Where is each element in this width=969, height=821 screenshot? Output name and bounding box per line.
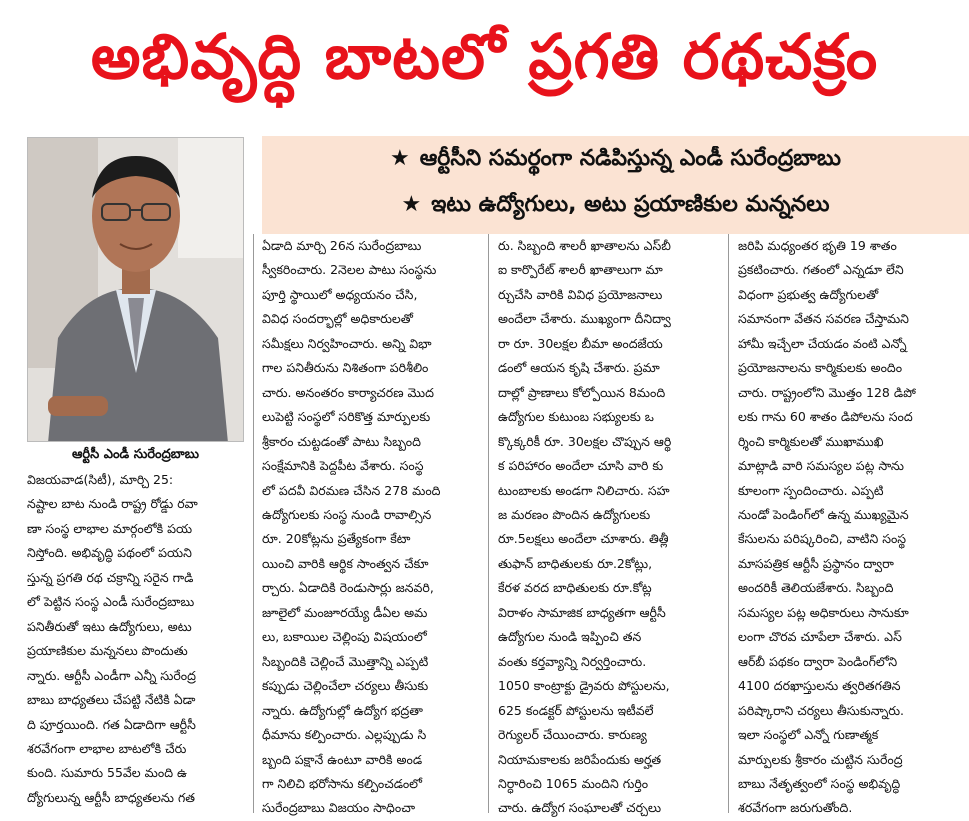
article-line: న్నారు. ఆర్టీసీ ఎండీగా ఎన్నీ సురేంద్ర bbox=[27, 667, 196, 683]
article-line: లకు గాను 60 శాతం డిపోలను సంద bbox=[738, 409, 913, 425]
article-line: బ్బంది పక్షానే ఉంటూ వారికి అండ bbox=[262, 751, 423, 767]
article-line: ణా సంస్థ లాభాల మార్గంలోకి పయ bbox=[27, 520, 193, 536]
article-line: ధీమాను కల్పించారు. ఎల్లప్పుడు సి bbox=[262, 727, 427, 743]
article-line: స్తున్న ప్రగతి రథ చక్రాన్ని సరైన గాడి bbox=[27, 569, 194, 585]
star-icon: ★ bbox=[401, 192, 422, 217]
article-line: సమానంగా వేతన సవరణ చేస్తామని bbox=[738, 311, 909, 327]
article-line: ఉద్యోగుల నుండి ఇప్పించి తన bbox=[498, 629, 642, 645]
article-line: ఐ కార్పొరేట్ శాలరీ ఖాతాలుగా మా bbox=[498, 262, 663, 278]
article-line: న్నారు. ఉద్యోగుల్లో ఉద్యోగ భద్రతా bbox=[262, 702, 423, 718]
article-line: ఆర్‌బీ పథకం ద్వారా పెండింగ్‌లోని bbox=[738, 653, 898, 669]
headline: అభివృద్ధి బాటలో ప్రగతి రథచక్రం bbox=[90, 20, 879, 93]
article-line: 1050 కాంట్రాక్టు డ్రైవరు పోస్టులను, bbox=[498, 678, 670, 694]
article-line: లో పదవీ విరమణ చేసిన 278 మంది bbox=[262, 482, 441, 498]
article-line: విజయవాడ(సిటీ), మార్చి 25: bbox=[27, 472, 174, 487]
article-line: అందేలా చేశారు. ముఖ్యంగా దీనిద్వా bbox=[498, 311, 671, 327]
article-line: డంలో ఆయన కృషి చేశారు. ప్రమా bbox=[498, 360, 660, 376]
article-line: మాట్లాడి వారి సమస్యల పట్ల సాను bbox=[738, 458, 904, 474]
article-line: క్కొక్కరికీ రూ. 30లక్షల చొప్పున ఆర్థి bbox=[498, 433, 672, 449]
article-line: రు. సిబ్బంది శాలరీ ఖాతాలను ఎస్‌బీ bbox=[498, 238, 671, 253]
article-line: లుపెట్టి సంస్థలో సరికొత్త మార్పులకు bbox=[262, 409, 431, 425]
article-line: వంతు కర్తవ్యాన్ని నిర్వర్తించారు. bbox=[498, 653, 647, 669]
subheadline-2 bbox=[262, 192, 969, 222]
article-line: బాబు బాధ్యతలు చేపట్టి నేటికి ఏడా bbox=[27, 692, 196, 708]
article-line: టుంబాలకు అండగా నిలిచారు. సహ bbox=[498, 482, 670, 498]
article-line: కేసులను పరిష్కరించి, వాటిని సంస్థ bbox=[738, 531, 907, 547]
article-line: సంక్షేమానికి పెద్దపీట వేశారు. సంస్థ bbox=[262, 458, 424, 474]
article-line: ఇలా సంస్థలో ఎన్నో గుణాత్మక bbox=[738, 727, 879, 743]
article-line: విరాళం సామాజిక బాధ్యతగా ఆర్టీసీ bbox=[498, 604, 666, 620]
subheadline-1-text: ఆర్టీసీని సమర్థంగా నడిపిస్తున్న ఎండీ సురేంద్రబాబు bbox=[419, 146, 841, 171]
article-line: శరవేగంగా జరుగుతోంది. bbox=[738, 800, 853, 816]
column-divider bbox=[728, 234, 729, 813]
article-column-2 bbox=[262, 234, 477, 821]
article-line: నుండో పెండింగ్‌లో ఉన్న ముఖ్యమైన bbox=[738, 506, 909, 522]
article-line: శరవేగంగా లాభాల బాటలోకి చేరు bbox=[27, 740, 187, 756]
article-line: చారు. రాష్ట్రంలోని మొత్తం 128 డిపో bbox=[738, 384, 916, 400]
article-line: ప్రయోజనాలను కార్మికులకు అందిం bbox=[738, 360, 903, 376]
article-line: ర్చుచేసి వారికి వివిధ ప్రయోజనాలు bbox=[498, 286, 663, 302]
article-line: పనితీరుతో ఇటు ఉద్యోగులు, అటు bbox=[27, 618, 192, 634]
subheadline-2-text: ఇటు ఉద్యోగులు, అటు ప్రయాణికుల మన్ననలు bbox=[431, 192, 830, 217]
article-line: బాబు నేతృత్వంలో సంస్థ అభివృద్ధి bbox=[738, 775, 901, 791]
article-line: ది పూర్తయింది. గత ఏడాదిగా ఆర్టీసీ bbox=[27, 716, 196, 732]
article-line: అందరికీ తెలియజేశారు. సిబ్బంది bbox=[738, 580, 894, 596]
article-line: క పరిహారం అందేలా చూసి వారి కు bbox=[498, 458, 664, 474]
column-divider bbox=[488, 234, 489, 813]
article-line: పరిష్కారాని చర్యలు తీసుకున్నారు. bbox=[738, 702, 905, 718]
article-line: కుంది. సుమారు 55వేల మంది ఉ bbox=[27, 765, 187, 781]
article-line: సురేంద్రబాబు విజయం సాధించా bbox=[262, 800, 415, 816]
article-line: జరిపి మధ్యంతర భృతి 19 శాతం bbox=[738, 238, 897, 253]
article-line: కేరళ వరద బాధితులకు రూ.కోట్ల bbox=[498, 580, 652, 596]
subheadline-box bbox=[262, 136, 969, 234]
article-line: విధంగా ప్రభుత్వ ఉద్యోగులతో bbox=[738, 286, 879, 302]
photo-caption: ఆర్టీసీ ఎండీ సురేంద్రబాబు bbox=[71, 447, 199, 462]
article-line: చారు. అనంతరం కార్యాచరణ మొద bbox=[262, 384, 434, 400]
article-line: ఉద్యోగులకు సంస్థ నుండి రావాల్సిన bbox=[262, 506, 432, 522]
article-line: నియామకాలకు జరిపేందుకు అర్హత bbox=[498, 751, 662, 767]
article-line: ఉద్యోగుల కుటుంబ సభ్యులకు ఒ bbox=[498, 409, 654, 425]
article-line: గాల పనితీరును నిశితంగా పరిశీలిం bbox=[262, 360, 429, 376]
article-line: కూలంగా స్పందించారు. ఎప్పటి bbox=[738, 482, 884, 498]
article-line: 625 కండక్టర్ పోస్టులను ఇటీవలే bbox=[498, 702, 654, 718]
article-line: లంగా చొరవ చూపేలా చేశారు. ఎస్ bbox=[738, 629, 902, 645]
article-line: ప్రకటించారు. గతంలో ఎన్నడూ లేని bbox=[738, 262, 904, 278]
article-line: తుఫాన్ బాధితులకు రూ.2కోట్లు, bbox=[498, 555, 653, 571]
article-line: ర్శించి కార్మికులతో ముఖాముఖి bbox=[738, 433, 884, 449]
article-line: గా నిలిచి భరోసాను కల్పించడంలో bbox=[262, 775, 423, 791]
article-line: సమస్యల పట్ల అధికారులు సానుకూ bbox=[738, 604, 909, 620]
article-line: ప్రయాణికుల మన్ననలు పొందుతు bbox=[27, 643, 188, 659]
subheadline-1 bbox=[262, 146, 969, 176]
article-line: స్వీకరించారు. 2నెలల పాటు సంస్థను bbox=[262, 262, 437, 278]
article-line: రెగ్యులర్ చేయించారు. కారుణ్య bbox=[498, 727, 647, 743]
article-line: దాల్లో ప్రాణాలు కోల్పోయిన 8మంది bbox=[498, 384, 666, 400]
article-line: ఏడాది మార్చి 26న సురేంద్రబాబు bbox=[262, 238, 422, 253]
article-line: మాసపత్రిక ఆర్టీసీ ప్రస్థానం ద్వారా bbox=[738, 555, 894, 571]
article-line: లు, బకాయిల చెల్లింపు విషయంలో bbox=[262, 629, 427, 645]
article-column-4 bbox=[738, 234, 963, 821]
article-line: రా రూ. 30లక్షల బీమా అందజేయ bbox=[498, 335, 663, 351]
article-line: హామీ ఇచ్చేలా చేయడం వంటి ఎన్నో bbox=[738, 335, 907, 351]
article-line: శ్రీకారం చుట్టడంతో పాటు సిబ్బంది bbox=[262, 433, 421, 449]
article-line: నిర్ధారించి 1065 మందిని గుర్తిం bbox=[498, 775, 649, 791]
article-line: రూ.5లక్షలు అందేలా చూశారు. తిత్లీ bbox=[498, 531, 669, 547]
article-line: కప్పుడు చెల్లించేలా చర్యలు తీసుకు bbox=[262, 678, 429, 694]
article-line: యించి వారికి ఆర్థిక సాంత్వన చేకూ bbox=[262, 555, 429, 571]
article-line: జ మరణం పొందిన ఉద్యోగులకు bbox=[498, 506, 651, 522]
article-line: చారు. ఉద్యోగ సంఘాలతో చర్చలు bbox=[498, 800, 662, 816]
article-line: ద్యోగులున్న ఆర్టీసీ బాధ్యతలను గత bbox=[27, 789, 195, 805]
column-divider bbox=[253, 234, 254, 813]
article-line: మార్పులకు శ్రీకారం చుట్టిన సురేంద్ర bbox=[738, 751, 903, 767]
article-column-1 bbox=[27, 468, 244, 810]
star-icon: ★ bbox=[389, 146, 410, 171]
md-portrait-photo bbox=[27, 137, 244, 442]
article-line: సమీక్షలు నిర్వహించారు. అన్ని విభా bbox=[262, 335, 432, 351]
article-line: నిస్తోంది. అభివృద్ధి పథంలో పయని bbox=[27, 545, 192, 561]
article-line: సిబ్బందికి చెల్లించే మొత్తాన్ని ఎప్పటి bbox=[262, 653, 429, 669]
article-line: లో పెట్టిన సంస్థ ఎండీ సురేంద్రబాబు bbox=[27, 594, 195, 610]
article-line: వివిధ సందర్భాల్లో అధికారులతో bbox=[262, 311, 413, 327]
article-line: 4100 దరఖాస్తులను త్వరితగతిన bbox=[738, 678, 901, 694]
article-line: జూలైలో మంజూరయ్యే డీఏల అమ bbox=[262, 604, 428, 620]
article-column-3 bbox=[498, 234, 718, 821]
article-line: ర్చారు. ఏడాదికి రెండుసార్లు జనవరి, bbox=[262, 580, 434, 596]
article-line: పూర్తి స్థాయిలో అధ్యయనం చేసి, bbox=[262, 286, 418, 302]
article-line: నష్టాల బాట నుండి రాష్ట్ర రోడ్డు రవా bbox=[27, 496, 198, 512]
article-line: రూ. 20కోట్లను ప్రత్యేకంగా కేటా bbox=[262, 531, 411, 547]
